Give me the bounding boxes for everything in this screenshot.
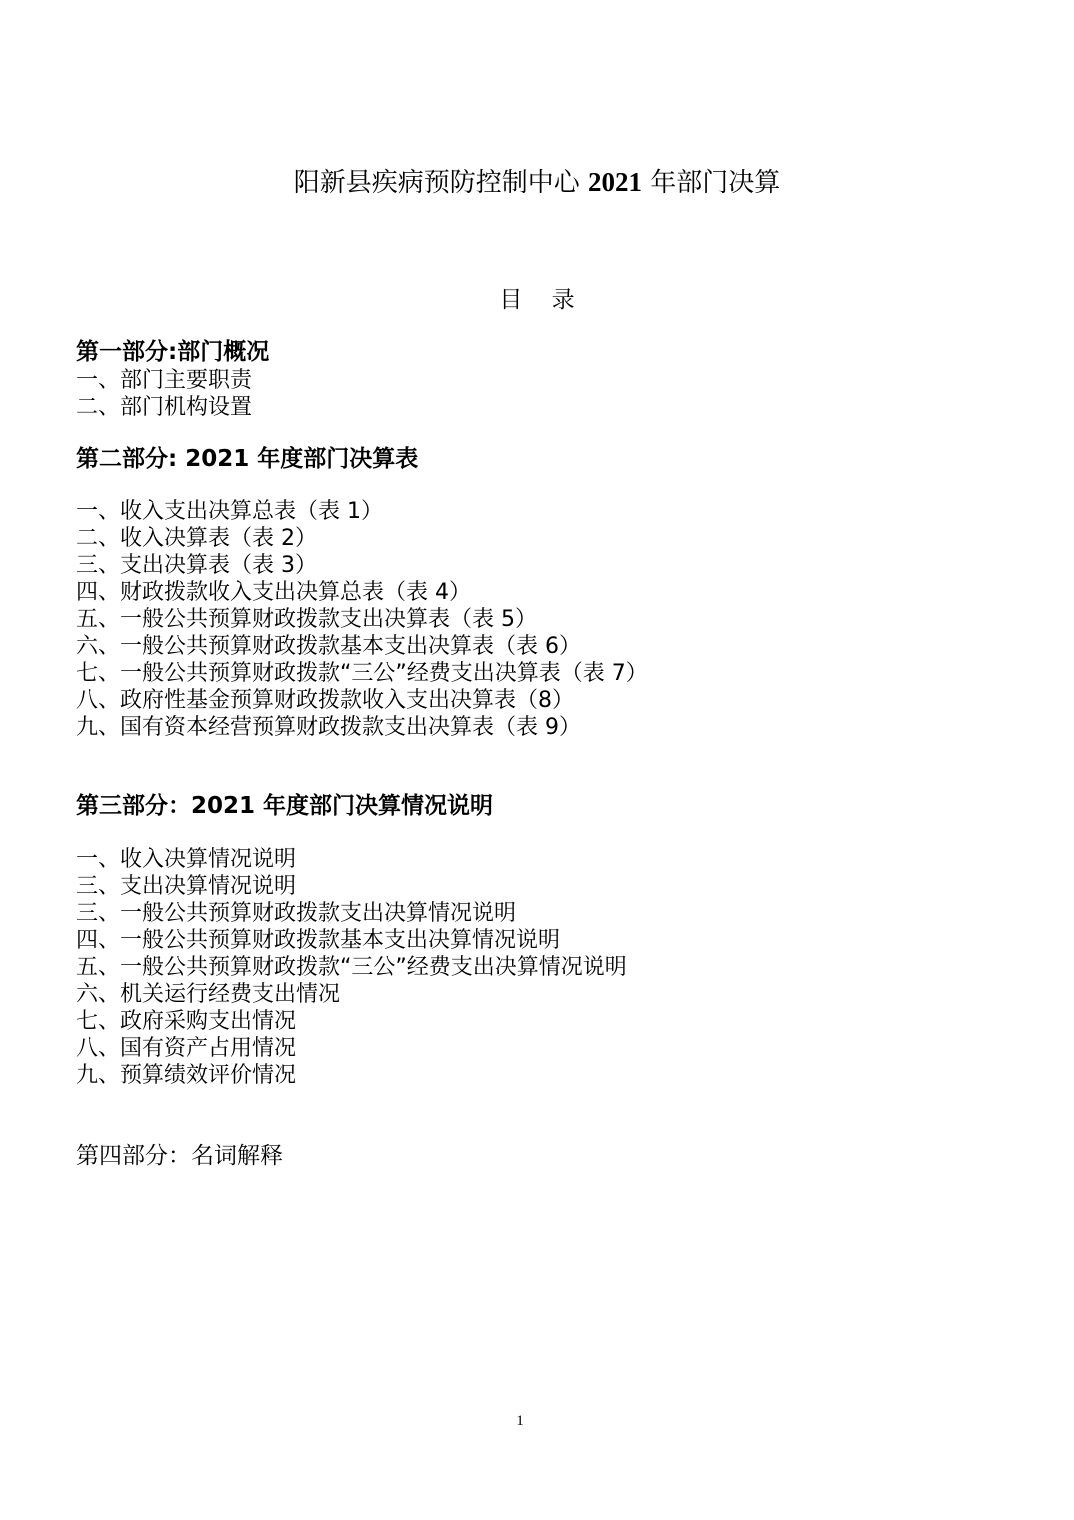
list-item: 八、国有资产占用情况 (76, 1036, 297, 1061)
part-4-heading: 第四部分：名词解释 (76, 1143, 283, 1169)
list-item: 七、一般公共预算财政拨款“三公”经费支出决算表（表 7） (76, 661, 648, 686)
list-item: 二、收入决算表（表 2） (76, 526, 317, 551)
toc-heading: 目 录 (499, 287, 575, 313)
page-number: 1 (516, 1413, 524, 1429)
list-item: 九、国有资本经营预算财政拨款支出决算表（表 9） (76, 715, 581, 740)
list-item: 九、预算绩效评价情况 (76, 1063, 297, 1088)
document-title (0, 164, 1074, 201)
list-item: 一、部门主要职责 (76, 368, 253, 393)
list-item: 五、一般公共预算财政拨款支出决算表（表 5） (76, 607, 537, 632)
title-prefix: 阳新县疾病预防控制中心 (293, 168, 580, 198)
list-item: 四、财政拨款收入支出决算总表（表 4） (76, 580, 471, 605)
list-item: 二、部门机构设置 (76, 395, 253, 420)
list-item: 一、收入支出决算总表（表 1） (76, 499, 383, 524)
title-year: 2021 (588, 167, 642, 197)
part-3-list (76, 846, 627, 1089)
list-item: 三、支出决算情况说明 (76, 874, 297, 899)
title-suffix: 年部门决算 (650, 168, 781, 198)
part-2-list (76, 498, 648, 741)
part-1-list (76, 367, 252, 421)
list-item: 六、一般公共预算财政拨款基本支出决算表（表 6） (76, 634, 581, 659)
list-item: 一、收入决算情况说明 (76, 847, 297, 872)
list-item: 三、支出决算表（表 3） (76, 553, 317, 578)
list-item: 八、政府性基金预算财政拨款收入支出决算表（8） (76, 688, 574, 713)
part-1-heading: 第一部分:部门概况 (76, 339, 270, 365)
list-item: 七、政府采购支出情况 (76, 1009, 297, 1034)
list-item: 三、一般公共预算财政拨款支出决算情况说明 (76, 901, 517, 926)
part-3-heading: 第三部分：2021 年度部门决算情况说明 (76, 793, 494, 819)
list-item: 五、一般公共预算财政拨款“三公”经费支出决算情况说明 (76, 955, 627, 980)
list-item: 六、机关运行经费支出情况 (76, 982, 341, 1007)
part-2-heading: 第二部分: 2021 年度部门决算表 (76, 446, 419, 472)
list-item: 四、一般公共预算财政拨款基本支出决算情况说明 (76, 928, 561, 953)
